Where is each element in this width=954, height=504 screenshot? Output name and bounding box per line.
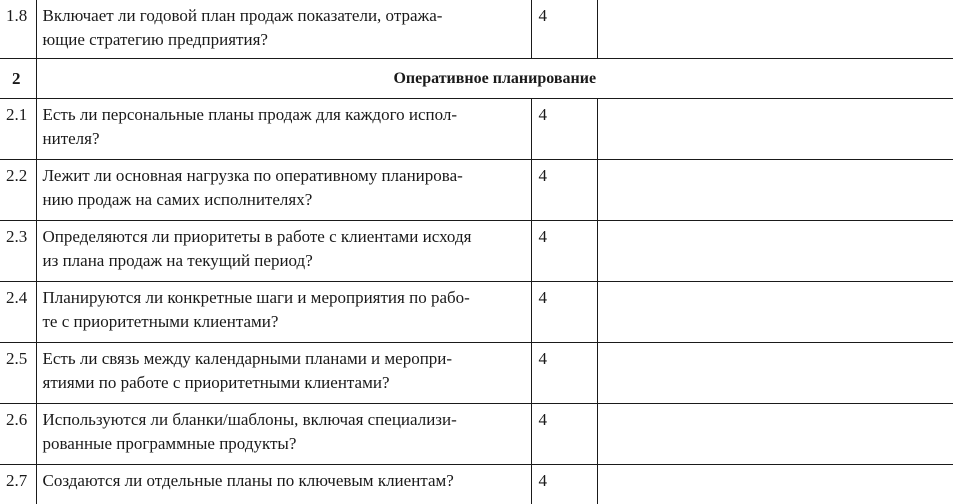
question-row: [0, 99, 953, 160]
score-cell: 4: [531, 160, 597, 221]
item-number: 2.6: [0, 404, 36, 465]
question-row: [0, 343, 953, 404]
question-row: [0, 282, 953, 343]
item-number: 2.7: [0, 465, 36, 504]
score-cell: 4: [531, 343, 597, 404]
score-cell: 4: [531, 0, 597, 59]
question-text: Определяются ли приоритеты в работе с клиентами исходя из плана продаж на текущий период?: [36, 221, 531, 282]
note-cell: [597, 404, 953, 465]
note-cell: [597, 465, 953, 504]
note-cell: [597, 0, 953, 59]
note-cell: [597, 343, 953, 404]
question-text: Лежит ли основная нагрузка по оперативному планирова- нию продаж на самих исполнителях?: [36, 160, 531, 221]
item-number: 2.1: [0, 99, 36, 160]
item-number: 1.8: [0, 0, 36, 59]
question-row: [0, 465, 953, 504]
section-row: [0, 59, 953, 99]
item-number: 2.3: [0, 221, 36, 282]
section-number: 2: [0, 59, 36, 99]
question-row: [0, 221, 953, 282]
note-cell: [597, 282, 953, 343]
item-number: 2.2: [0, 160, 36, 221]
question-text: Планируются ли конкретные шаги и мероприятия по рабо- те с приоритетными клиентами?: [36, 282, 531, 343]
item-number: 2.5: [0, 343, 36, 404]
note-cell: [597, 99, 953, 160]
score-cell: 4: [531, 465, 597, 504]
question-row: [0, 404, 953, 465]
question-text: Создаются ли отдельные планы по ключевым клиентам?: [36, 465, 531, 504]
question-row: [0, 0, 953, 59]
section-title: Оперативное планирование: [36, 59, 953, 99]
note-cell: [597, 160, 953, 221]
score-cell: 4: [531, 99, 597, 160]
question-text: Есть ли персональные планы продаж для каждого испол- нителя?: [36, 99, 531, 160]
note-cell: [597, 221, 953, 282]
score-cell: 4: [531, 282, 597, 343]
question-text: Есть ли связь между календарными планами и меропри- ятиями по работе с приоритетными клиентами?: [36, 343, 531, 404]
question-text: Используются ли бланки/шаблоны, включая специализи- рованные программные продукты?: [36, 404, 531, 465]
question-text: Включает ли годовой план продаж показатели, отража- ющие стратегию предприятия?: [36, 0, 531, 59]
question-row: [0, 160, 953, 221]
score-cell: 4: [531, 404, 597, 465]
item-number: 2.4: [0, 282, 36, 343]
score-cell: 4: [531, 221, 597, 282]
